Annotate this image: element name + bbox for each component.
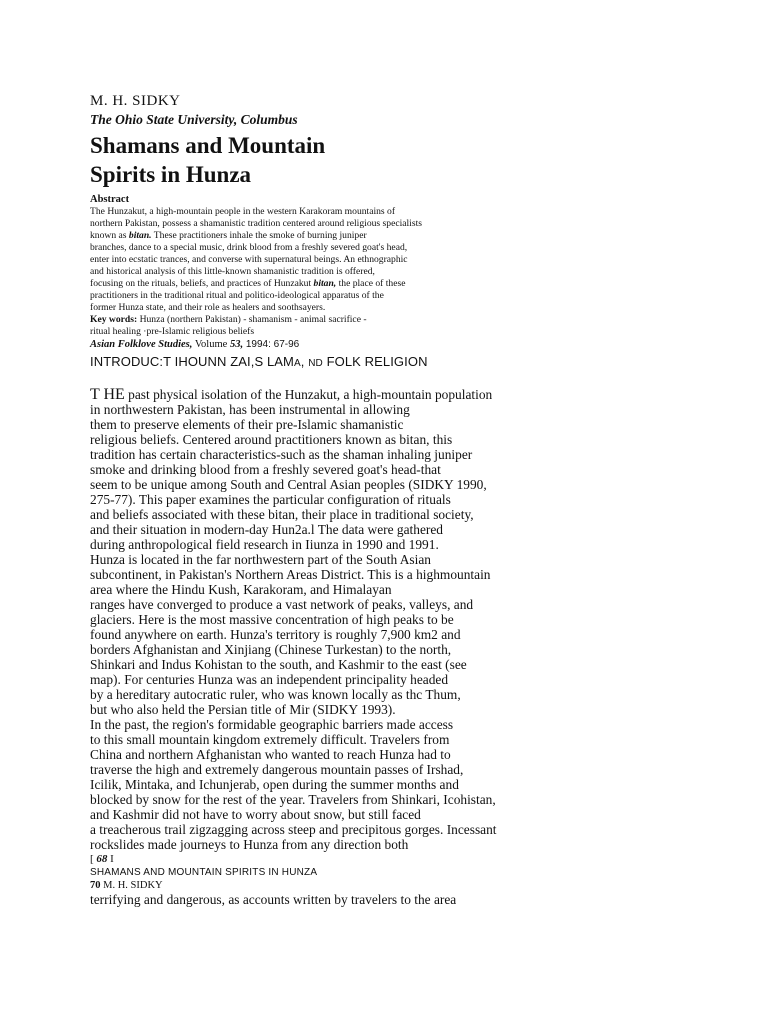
citation: [90, 338, 730, 351]
abstract-line: and historical analysis of this little-known shamanistic tradition is offered,: [90, 266, 375, 277]
body-line: China and northern Afghanistan who wanted to reach Hunza had to: [90, 747, 451, 762]
author-name: M. H. SIDKY: [90, 93, 181, 109]
body-line: in northwestern Pakistan, has been instrumental in allowing: [90, 402, 410, 417]
body-line: during anthropological field research in Iiunza in 1990 and 1991.: [90, 537, 439, 552]
body-line: Shinkari and Indus Kohistan to the south, and Kashmir to the east (see: [90, 657, 467, 672]
body-line: a treacherous trail zigzagging across steep and precipitous gorges. Incessant: [90, 822, 497, 837]
body-text: [90, 387, 730, 852]
section-heading-text: A: [293, 358, 301, 369]
abstract-line: northern Pakistan, possess a shamanistic tradition centered around religious specialists: [90, 218, 422, 229]
abstract-line: enter into ecstatic trances, and converse with supernatural beings. An ethnographic: [90, 254, 408, 265]
body-line: rockslides made journeys to Hunza from any direction both: [90, 837, 409, 852]
abstract-line: branches, dance to a special music, drink blood from a freshly severed goat's head,: [90, 242, 408, 253]
title-line: Shamans and Mountain: [90, 133, 326, 158]
title-line: Spirits in Hunza: [90, 162, 252, 187]
section-heading-text: ND: [308, 358, 323, 369]
running-head: SHAMANS AND MOUNTAIN SPIRITS IN HUNZA: [90, 867, 318, 878]
abstract-heading: Abstract: [90, 194, 130, 205]
document-page: [90, 92, 730, 908]
next-page-number: 70: [90, 880, 101, 891]
page-number-value: 68: [96, 853, 108, 865]
drop-cap: T HE: [90, 386, 125, 403]
body-line: traverse the high and extremely dangerous mountain passes of Irshad,: [90, 762, 464, 777]
body-line: smoke and drinking blood from a freshly severed goat's head-that: [90, 462, 441, 477]
abstract-line: known as bitan. These practitioners inhale the smoke of burning juniper: [90, 230, 367, 241]
volume-number: 53,: [229, 339, 244, 350]
abstract-line: former Hunza state, and their role as healers and soothsayers.: [90, 302, 326, 313]
abstract-text: [90, 206, 730, 314]
abstract-line: practitioners in the traditional ritual and politico-ideological apparatus of the: [90, 290, 384, 301]
body-line: glaciers. Here is the most massive concentration of high peaks to be: [90, 612, 454, 627]
section-heading-text: FOLK RELIGION: [322, 354, 428, 369]
body-line: but who also held the Persian title of Mir (SIDKY 1993).: [90, 702, 396, 717]
section-heading-text: INTRODUC:T IHOUNN ZAI,S LAM: [90, 354, 294, 369]
running-author: [90, 879, 730, 892]
body-line: past physical isolation of the Hunzakut, a high-mountain population: [124, 387, 493, 402]
body-line: borders Afghanistan and Xinjiang (Chinese Turkestan) to the north,: [90, 642, 452, 657]
body-line: to this small mountain kingdom extremely difficult. Travelers from: [90, 732, 450, 747]
body-line: and beliefs associated with these bitan, their place in traditional society,: [90, 507, 474, 522]
body-line: found anywhere on earth. Hunza's territory is roughly 7,900 km2 and: [90, 627, 461, 642]
body-line: tradition has certain characteristics-such as the shaman inhaling juniper: [90, 447, 473, 462]
body-line: blocked by snow for the rest of the year. Travelers from Shinkari, Icohistan,: [90, 792, 496, 807]
section-heading: [90, 354, 730, 372]
body-line: seem to be unique among South and Central Asian peoples (SIDKY 1990,: [90, 477, 487, 492]
volume-label: Volume: [192, 339, 230, 350]
body-line: them to preserve elements of their pre-Islamic shamanistic: [90, 417, 404, 432]
continued-text: terrifying and dangerous, as accounts written by travelers to the area: [90, 892, 457, 907]
running-author-name: M. H. SIDKY: [100, 880, 163, 891]
journal-name: Asian Folklove Studies,: [90, 339, 193, 350]
body-line: religious beliefs. Centered around practitioners known as bitan, this: [90, 432, 453, 447]
page-number-bracket: [: [90, 853, 97, 865]
body-line: ranges have converged to produce a vast network of peaks, valleys, and: [90, 597, 474, 612]
article-title: [90, 131, 730, 189]
page-number-bracket: I: [107, 853, 114, 865]
body-line: Icilik, Mintaka, and Ichunjerab, open during the summer months and: [90, 777, 459, 792]
body-line: 275-77). This paper examines the particular configuration of rituals: [90, 492, 451, 507]
abstract-line: The Hunzakut, a high-mountain people in the western Karakoram mountains of: [90, 206, 396, 217]
body-line: area where the Hindu Kush, Karakoram, and Himalayan: [90, 582, 392, 597]
keywords: [90, 314, 730, 338]
body-line: Hunza is located in the far northwestern part of the South Asian: [90, 552, 431, 567]
body-line: by a hereditary autocratic ruler, who was known locally as thc Thum,: [90, 687, 461, 702]
citation-pages: 1994: 67-96: [243, 339, 300, 350]
body-line: and Kashmir did not have to worry about snow, but still faced: [90, 807, 421, 822]
keywords-text: ritual healing ·pre-Islamic religious beliefs: [90, 326, 255, 337]
section-heading-text: ,: [300, 354, 309, 369]
keywords-text: Hunza (northern Pakistan) - shamanism - animal sacrifice -: [137, 314, 367, 325]
abstract-line: focusing on the rituals, beliefs, and practices of Hunzakut bitan, the place of these: [90, 278, 406, 289]
author-affiliation: The Ohio State University, Columbus: [90, 112, 298, 127]
body-line: subcontinent, in Pakistan's Northern Areas District. This is a highmountain: [90, 567, 491, 582]
page-number: [90, 852, 730, 866]
keywords-label: Key words:: [90, 314, 138, 325]
body-line: map). For centuries Hunza was an independent principality headed: [90, 672, 449, 687]
body-line: and their situation in modern-day Hun2a.l The data were gathered: [90, 522, 443, 537]
body-line: In the past, the region's formidable geographic barriers made access: [90, 717, 454, 732]
